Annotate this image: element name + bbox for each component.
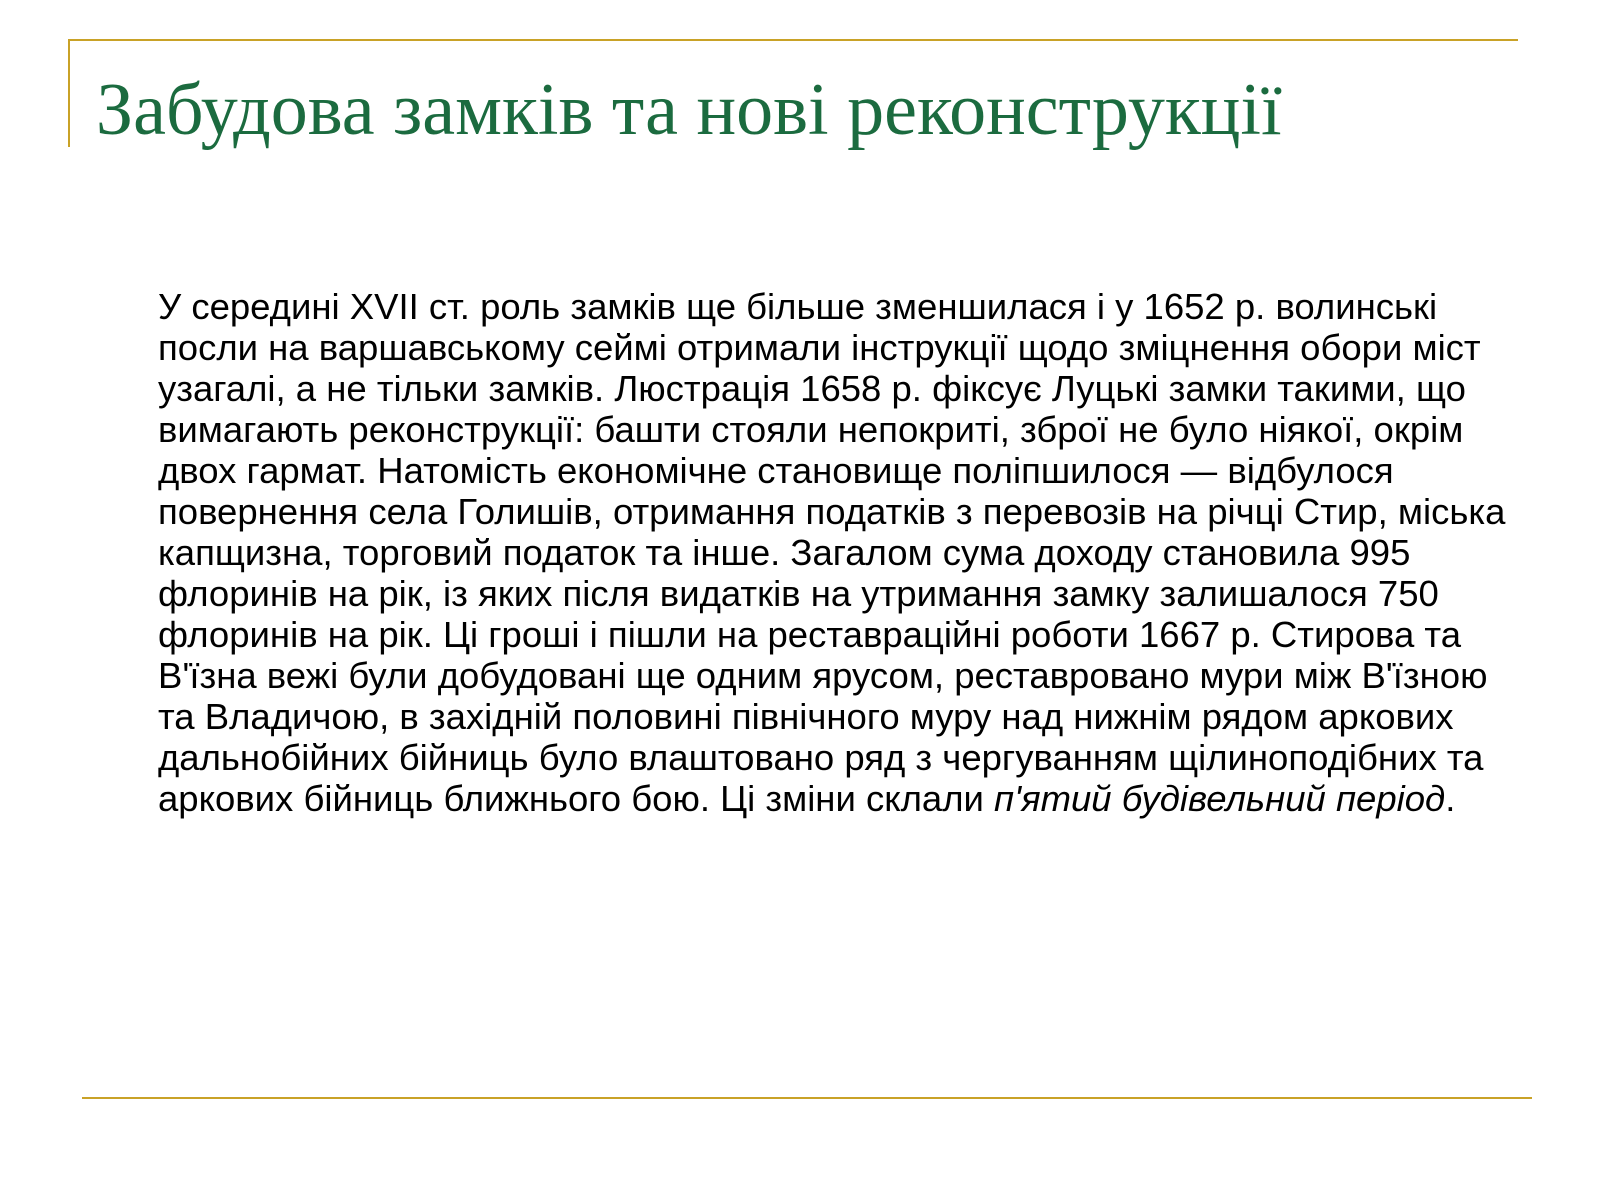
slide-title: Забудова замків та нові реконструкції [96, 69, 1282, 151]
body-end-text: . [1445, 778, 1456, 819]
bottom-rule [82, 1097, 1532, 1099]
left-rule [68, 39, 70, 147]
body-italic-text: п'ятий будівельний період [994, 778, 1446, 819]
top-rule [68, 39, 1518, 41]
slide-body [158, 286, 1528, 819]
body-main-text: У середині XVII ст. роль замків ще більше зменшилася і у 1652 р. волинські посли на варшавському сеймі отримали інструкції щодо зміцнення обори міст узагалі, а не тільки замків. Люстрація 1658 р. фіксує Луцькі замки такими, що вимагають реконструкції: башти стояли непокриті, зброї не було ніякої, окрім двох гармат. Натомість економічне становище поліпшилося — відбулося повернення села Голишів, отримання податків з перевозів на річці Стир, міська капщизна, торговий податок та інше. Загалом сума доходу становила 995 флоринів на рік, із яких після видатків на утримання замку залишалося 750 флоринів на рік. Ці гроші і пішли на реставраційні роботи 1667 р. Стирова та В'їзна вежі були добудовані ще одним ярусом, реставровано мури між В'їзною та Владичою, в західній половині північного муру над нижнім рядом аркових дальнобійних бійниць було влаштовано ряд з чергуванням щілиноподібних та аркових бійниць ближнього бою. Ці зміни склали [158, 286, 1506, 819]
